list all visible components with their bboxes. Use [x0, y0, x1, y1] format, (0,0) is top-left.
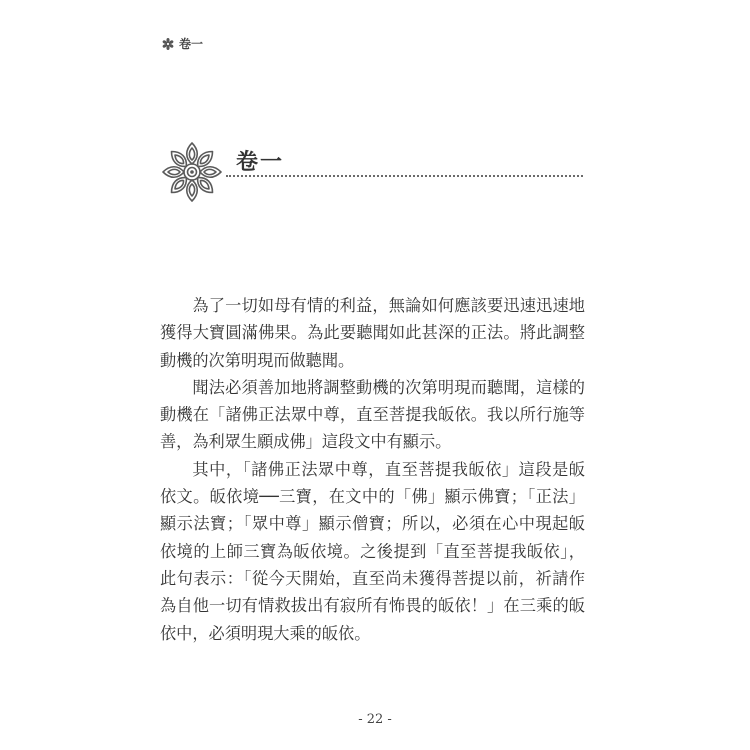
paragraph: 為了一切如母有情的利益，無論如何應該要迅速迅速地獲得大寶圓滿佛果。為此要聽聞如此甚深的正法。將此調整動機的次第明現而做聽聞。 [160, 296, 585, 370]
lotus-mandala-icon [160, 140, 224, 204]
paragraph: 聞法必須善加地將調整動機的次第明現而聽聞，這樣的動機在「諸佛正法眾中尊，直至菩提我皈依。我以所行施等善，為利眾生願成佛」這段文中有顯示。 [160, 377, 585, 452]
dotted-divider [226, 175, 583, 177]
body-text [160, 292, 585, 647]
page-number: - 22 - [358, 712, 392, 727]
paragraph: 其中，「諸佛正法眾中尊，直至菩提我皈依」這段是皈依文。皈依境──三寶，在文中的「佛」顯示佛寶；「正法」顯示法寶；「眾中尊」顯示僧寶；所以，必須在心中現起皈依境的上師三寶為皈依境。之後提到「直至菩提我皈依」，此句表示：「從今天開始，直至尚未獲得菩提以前，祈請作為自他一切有情救拔出有寂所有怖畏的皈依！」在三乘的皈依中，必須明現大乘的皈依。 [160, 459, 585, 643]
chapter-heading [160, 140, 585, 220]
running-head-title: 卷一 [179, 37, 204, 51]
lotus-icon [162, 38, 174, 50]
running-head [162, 36, 203, 52]
chapter-title: 卷一 [236, 149, 285, 175]
